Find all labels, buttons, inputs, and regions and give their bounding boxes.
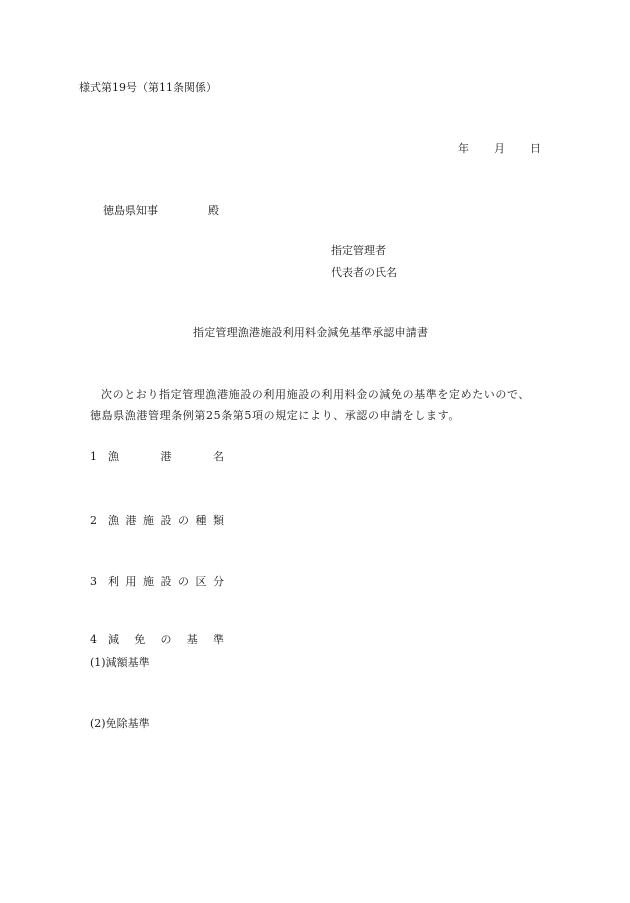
item-label <box>108 515 224 526</box>
item-label-char: 用 <box>125 575 137 588</box>
item-label-char: 種 <box>195 514 207 527</box>
item-label-char: 免 <box>134 633 146 646</box>
item-label-char: 港 <box>160 450 172 463</box>
item-label <box>108 451 224 462</box>
addressee-honorific: 殿 <box>208 204 219 217</box>
item-label-char: 準 <box>213 633 224 646</box>
date-month-label: 月 <box>494 142 505 155</box>
applicant-role: 指定管理者 <box>331 244 386 257</box>
item-label-char: の <box>178 575 189 588</box>
item-label-char: 減 <box>108 633 119 646</box>
item-label-char: 基 <box>186 633 198 646</box>
item-label-char: 施 <box>143 575 154 588</box>
subitem-exemption-criteria: (2)免除基準 <box>90 717 150 730</box>
item-label-char: 施 <box>143 514 154 527</box>
body-text-line-2: 徳島県漁港管理条例第25条第5項の規定により、承認の申請をします。 <box>90 409 460 422</box>
item-label <box>108 634 224 645</box>
item-label-char: 漁 <box>108 450 119 463</box>
item-label-char: 設 <box>160 514 172 527</box>
applicant-representative: 代表者の氏名 <box>331 266 397 279</box>
date-day-label: 日 <box>530 142 541 155</box>
addressee-name: 徳島県知事 <box>103 204 158 217</box>
item-number: 2 <box>90 514 97 527</box>
item-label-char: 設 <box>160 575 172 588</box>
item-label-char: 漁 <box>108 514 119 527</box>
item-number: 1 <box>90 450 97 463</box>
item-label-char: 区 <box>195 575 207 588</box>
item-label <box>108 576 224 587</box>
body-text-line-1: 次のとおり指定管理漁港施設の利用施設の利用料金の減免の基準を定めたいので、 <box>101 388 530 401</box>
item-label-char: 分 <box>213 575 224 588</box>
form-number: 様式第19号（第11条関係） <box>79 81 217 94</box>
document-title: 指定管理漁港施設利用料金減免基準承認申請書 <box>193 326 429 339</box>
item-label-char: の <box>160 633 172 646</box>
item-label-char: 利 <box>108 575 119 588</box>
date-year-label: 年 <box>458 142 469 155</box>
item-label-char: 名 <box>213 450 224 463</box>
item-label-char: の <box>178 514 189 527</box>
item-number: 4 <box>90 633 97 646</box>
subitem-reduction-criteria: (1)減額基準 <box>90 656 150 669</box>
item-number: 3 <box>90 575 97 588</box>
item-label-char: 類 <box>213 514 224 527</box>
item-label-char: 港 <box>125 514 137 527</box>
